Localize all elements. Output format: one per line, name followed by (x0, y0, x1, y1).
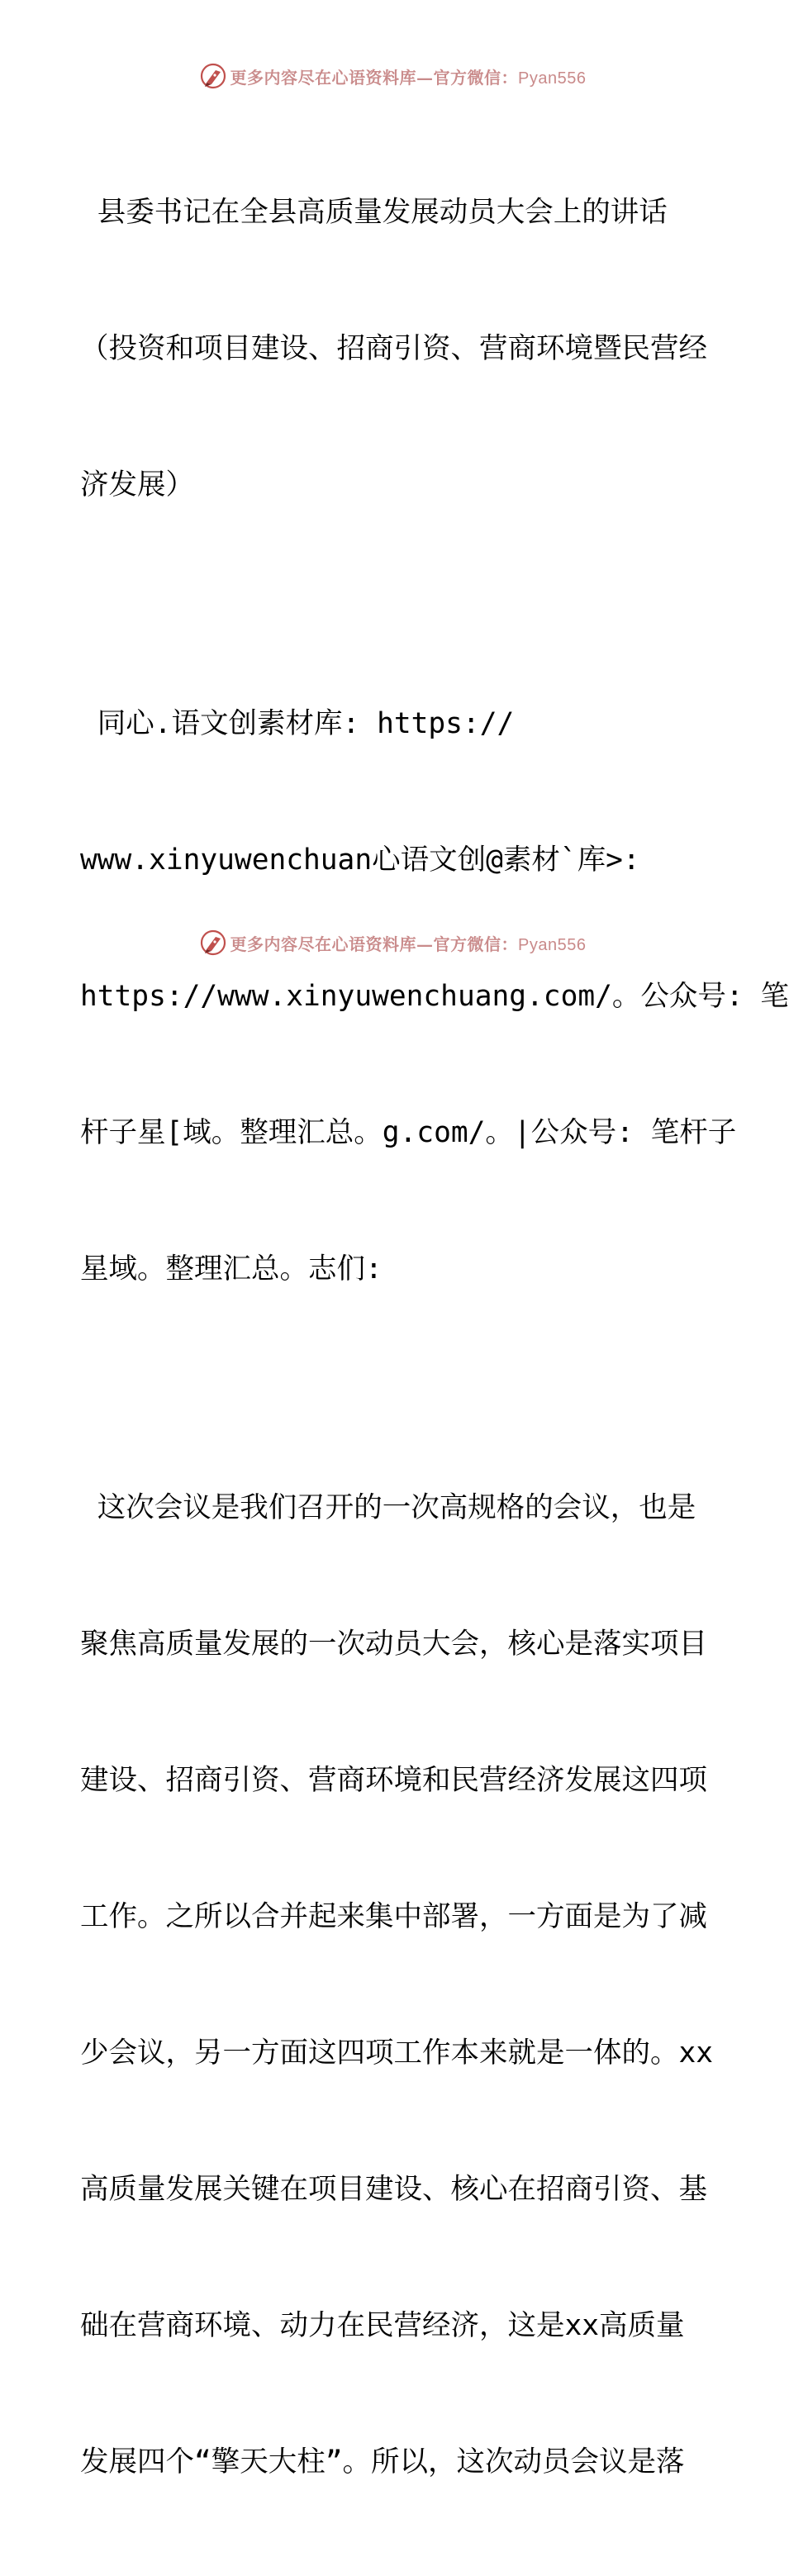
source-line: 星域。整理汇总。志们: (80, 1252, 383, 1286)
source-line: www.xinyuwenchuan心语文创@素材`库>: (80, 844, 640, 877)
document-title (80, 99, 705, 599)
source-line: https://www.xinyuwenchuang.com/。公众号: 笔 (80, 980, 789, 1013)
document-body (80, 99, 789, 2576)
body-line: 工作。之所以合并起来集中部署，一方面是为了减 (80, 1900, 707, 1933)
body-line: 发展四个“擎天大柱”。所以，这次动员会议是落 (80, 2445, 685, 2479)
pen-nib-logo-icon (199, 929, 227, 957)
body-line: 这次会议是我们召开的一次高规格的会议，也是 (80, 1491, 696, 1524)
wechat-id: Pyan556 (518, 69, 587, 88)
pen-nib-logo-icon (199, 62, 227, 90)
title-line: 县委书记在全县高质量发展动员大会上的讲话 (80, 196, 668, 229)
source-line: 杆子星[域。整理汇总。g.com/。|公众号: 笔杆子 (80, 1116, 737, 1149)
source-line: 同心.语文创素材库: https:// (80, 707, 515, 740)
body-line: 础在营商环境、动力在民营经济，这是xx高质量 (80, 2309, 685, 2342)
watermark-text: 更多内容尽在心语资料库—官方微信：Pyan556 (230, 67, 587, 88)
header-watermark-banner (0, 59, 785, 93)
title-line: （投资和项目建设、招商引资、营商环境暨民营经 (80, 332, 707, 365)
footer-watermark-banner (0, 926, 785, 959)
source-note (80, 611, 789, 1383)
body-line: 少会议，另一方面这四项工作本来就是一体的。xx (80, 2037, 714, 2070)
body-line: 高质量发展关键在项目建设、核心在招商引资、基 (80, 2173, 707, 2206)
body-line: 聚焦高质量发展的一次动员大会，核心是落实项目 (80, 1628, 707, 1661)
body-paragraph (80, 1395, 714, 2576)
body-line: 建设、招商引资、营商环境和民营经济发展这四项 (80, 1764, 707, 1797)
wechat-id: Pyan556 (518, 935, 587, 954)
title-line: 济发展） (80, 468, 194, 501)
watermark-text: 更多内容尽在心语资料库—官方微信：Pyan556 (230, 934, 587, 954)
